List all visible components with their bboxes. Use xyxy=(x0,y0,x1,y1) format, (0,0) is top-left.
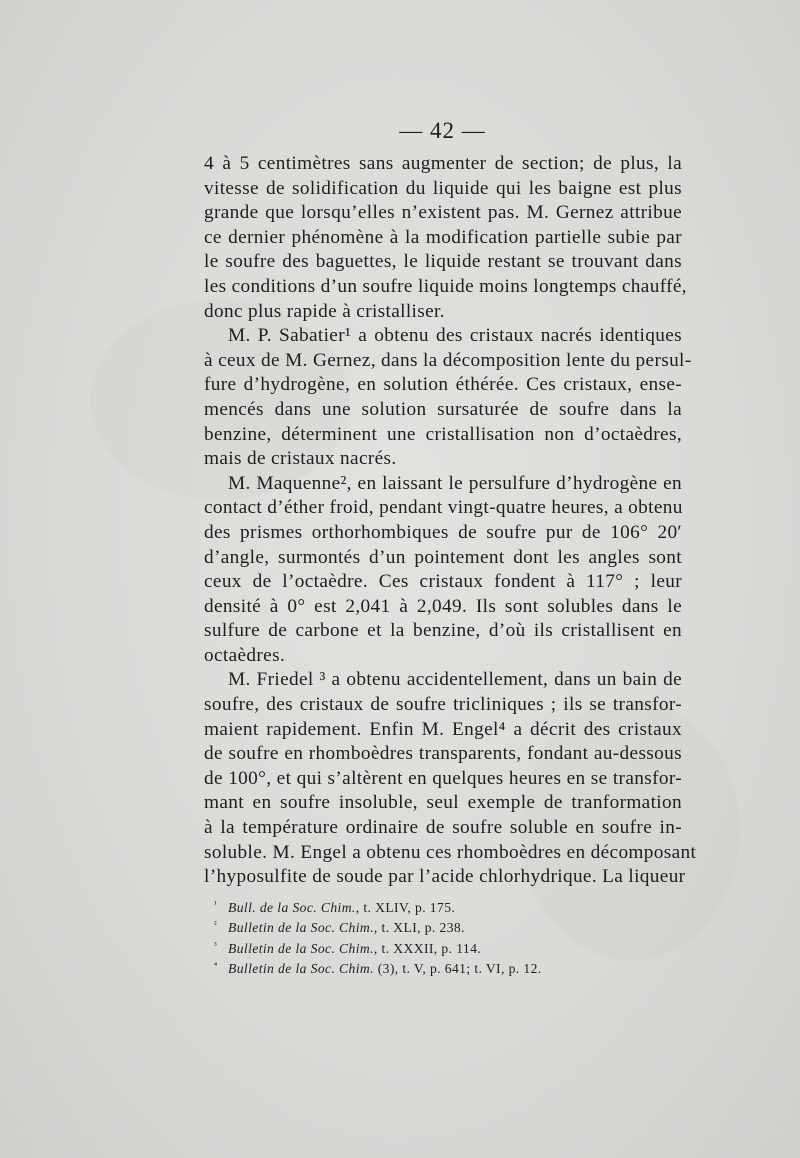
text-line: grande que lorsqu’elles n’existent pas. M. Gernez attribue xyxy=(204,202,682,224)
footnote-reference: , t. XXXII, p. 114. xyxy=(373,940,482,956)
text-line: fure d’hydrogène, en solution éthérée. Ces cristaux, ense- xyxy=(204,374,682,396)
text-line: mencés dans une solution sursaturée de soufre dans la xyxy=(204,398,682,420)
paragraph xyxy=(204,668,697,889)
text-line: d’angle, surmontés d’un pointement dont les angles sont xyxy=(204,546,682,568)
text-line: ceux de l’octaèdre. Ces cristaux fondent à 117° ; leur xyxy=(204,571,682,593)
footnote xyxy=(214,916,684,936)
footnote xyxy=(214,937,684,957)
text-line: benzine, déterminent une cristallisation non d’octaèdres, xyxy=(204,423,682,445)
text-line: sulfure de carbone et la benzine, d’où ils cristallisent en xyxy=(204,620,682,642)
footnote-mark: ⁴ xyxy=(214,960,218,971)
paragraph xyxy=(204,324,692,472)
text-line: à la température ordinaire de soufre soluble en soufre in- xyxy=(204,817,682,839)
text-line: à ceux de M. Gernez, dans la décomposition lente du persul- xyxy=(204,349,692,371)
text-line: le soufre des baguettes, le liquide restant se trouvant dans xyxy=(204,251,682,273)
text-line: M. P. Sabatier¹ a obtenu des cristaux nacrés identiques xyxy=(228,325,682,347)
footnote-reference: (3), t. V, p. 641; t. VI, p. 12. xyxy=(373,961,542,977)
text-line: l’hyposulfite de soude par l’acide chlorhydrique. La liqueur xyxy=(204,866,686,888)
text-line: des prismes orthorhombiques de soufre pur de 106° 20′ xyxy=(204,521,682,543)
paragraph xyxy=(204,152,687,324)
footnote-reference: , t. XLIV, p. 175. xyxy=(355,900,456,915)
text-line: M. Friedel ³ a obtenu accidentellement, dans un bain de xyxy=(228,669,682,691)
text-line: octaèdres. xyxy=(204,644,286,666)
text-line: mais de cristaux nacrés. xyxy=(204,448,397,470)
text-line: M. Maquenne², en laissant le persulfure d’hydrogène en xyxy=(228,472,682,494)
text-line: mant en soufre insoluble, seul exemple de tranformation xyxy=(204,792,682,814)
footnote-journal: Bull. de la Soc. Chim. xyxy=(228,900,356,915)
paragraph xyxy=(204,472,682,669)
text-line: densité à 0° est 2,041 à 2,049. Ils sont solubles dans le xyxy=(204,595,682,617)
text-line: vitesse de solidification du liquide qui les baigne est plus xyxy=(204,177,682,199)
text-line: maient rapidement. Enfin M. Engel⁴ a décrit des cristaux xyxy=(204,718,682,740)
text-line: contact d’éther froid, pendant vingt-quatre heures, a obtenu xyxy=(204,497,683,519)
text-line: de soufre en rhomboèdres transparents, fondant au-dessous xyxy=(204,743,682,765)
text-line: les conditions d’un soufre liquide moins longtemps chauffé, xyxy=(204,275,687,297)
footnote-reference: , t. XLI, p. 238. xyxy=(373,920,465,936)
footnote xyxy=(214,896,684,916)
footnote-mark: ³ xyxy=(214,939,218,950)
footnote-journal: Bulletin de la Soc. Chim. xyxy=(228,961,374,977)
text-line: soufre, des cristaux de soufre tricliniques ; ils se transfor- xyxy=(204,694,682,716)
text-line: ce dernier phénomène à la modification partielle subie par xyxy=(204,226,682,248)
body-text xyxy=(204,152,697,890)
page-number: — 42 — xyxy=(399,118,486,143)
text-line: soluble. M. Engel a obtenu ces rhomboèdres en décomposant xyxy=(204,841,697,863)
footnote-journal: Bulletin de la Soc. Chim. xyxy=(228,920,374,936)
text-line: 4 à 5 centimètres sans augmenter de section; de plus, la xyxy=(204,153,682,174)
footnote xyxy=(214,957,684,977)
text-line: donc plus rapide à cristalliser. xyxy=(204,300,445,322)
footnote-mark: ² xyxy=(214,919,218,930)
footnote-journal: Bulletin de la Soc. Chim. xyxy=(228,940,374,956)
footnote-mark: ¹ xyxy=(214,899,218,909)
footnotes xyxy=(214,896,684,978)
text-line: de 100°, et qui s’altèrent en quelques heures en se transfor- xyxy=(204,767,682,789)
